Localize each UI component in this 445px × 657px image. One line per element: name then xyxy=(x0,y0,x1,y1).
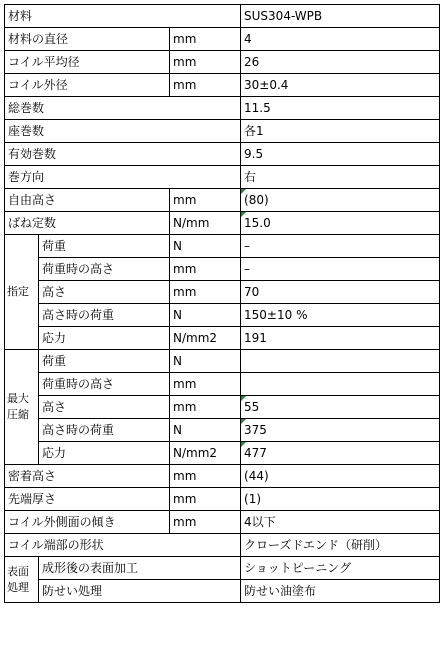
row-unit: mm xyxy=(170,74,241,97)
row-unit: N/mm2 xyxy=(170,327,241,350)
row-unit: mm xyxy=(170,281,241,304)
row-label: 高さ時の荷重 xyxy=(39,419,170,442)
row-label: 材料 xyxy=(5,5,241,28)
row-value: 各1 xyxy=(241,120,440,143)
row-value: 477 xyxy=(241,442,440,465)
group-label-shitei: 指定 xyxy=(5,235,39,350)
row-value: 右 xyxy=(241,166,440,189)
row-label: 高さ xyxy=(39,281,170,304)
row-label: ばね定数 xyxy=(5,212,170,235)
row-value xyxy=(241,350,440,373)
row-unit: mm xyxy=(170,51,241,74)
row-value: – xyxy=(241,258,440,281)
table-row xyxy=(5,304,440,327)
row-value: 11.5 xyxy=(241,97,440,120)
row-label: 防せい処理 xyxy=(39,580,241,603)
row-label: 成形後の表面加工 xyxy=(39,557,241,580)
table-row xyxy=(5,327,440,350)
row-value: 26 xyxy=(241,51,440,74)
row-label: 応力 xyxy=(39,442,170,465)
table-row xyxy=(5,212,440,235)
row-label: 先端厚さ xyxy=(5,488,170,511)
row-unit: N xyxy=(170,350,241,373)
table-row xyxy=(5,235,440,258)
row-label: 密着高さ xyxy=(5,465,170,488)
row-unit: N/mm xyxy=(170,212,241,235)
row-value: 150±10 % xyxy=(241,304,440,327)
row-label: 荷重 xyxy=(39,235,170,258)
table-row xyxy=(5,189,440,212)
row-label: 巻方向 xyxy=(5,166,241,189)
table-row xyxy=(5,419,440,442)
table-row xyxy=(5,557,440,580)
table-row xyxy=(5,5,440,28)
row-label: 荷重時の高さ xyxy=(39,373,170,396)
row-value: 55 xyxy=(241,396,440,419)
group-label-saidai: 最大圧縮 xyxy=(5,350,39,465)
table-row xyxy=(5,580,440,603)
table-row xyxy=(5,120,440,143)
row-unit: mm xyxy=(170,258,241,281)
table-row xyxy=(5,488,440,511)
row-label: 荷重 xyxy=(39,350,170,373)
row-value: 4 xyxy=(241,28,440,51)
row-label: コイル端部の形状 xyxy=(5,534,241,557)
row-label: 自由高さ xyxy=(5,189,170,212)
table-row xyxy=(5,373,440,396)
row-unit: mm xyxy=(170,189,241,212)
row-value: 防せい油塗布 xyxy=(241,580,440,603)
row-label: 座巻数 xyxy=(5,120,241,143)
row-label: 総巻数 xyxy=(5,97,241,120)
row-label: コイル外径 xyxy=(5,74,170,97)
row-value: 4以下 xyxy=(241,511,440,534)
row-label: 材料の直径 xyxy=(5,28,170,51)
table-row xyxy=(5,143,440,166)
row-label: コイル平均径 xyxy=(5,51,170,74)
table-row xyxy=(5,51,440,74)
row-label: コイル外側面の傾き xyxy=(5,511,170,534)
row-unit: N xyxy=(170,419,241,442)
table-row xyxy=(5,74,440,97)
table-row xyxy=(5,258,440,281)
row-value xyxy=(241,373,440,396)
group-label-hyomen: 表面処理 xyxy=(5,557,39,603)
row-value: (80) xyxy=(241,189,440,212)
row-value: 375 xyxy=(241,419,440,442)
row-unit: mm xyxy=(170,511,241,534)
row-value: – xyxy=(241,235,440,258)
spring-spec-table xyxy=(4,4,440,603)
row-value: 70 xyxy=(241,281,440,304)
table-row xyxy=(5,511,440,534)
row-unit: N xyxy=(170,235,241,258)
table-row xyxy=(5,534,440,557)
row-value: (44) xyxy=(241,465,440,488)
row-value: (1) xyxy=(241,488,440,511)
row-unit: mm xyxy=(170,396,241,419)
table-row xyxy=(5,97,440,120)
row-label: 荷重時の高さ xyxy=(39,258,170,281)
row-label: 高さ xyxy=(39,396,170,419)
row-label: 高さ時の荷重 xyxy=(39,304,170,327)
row-value: 15.0 xyxy=(241,212,440,235)
row-unit: mm xyxy=(170,373,241,396)
row-value: 191 xyxy=(241,327,440,350)
row-label: 応力 xyxy=(39,327,170,350)
row-value: SUS304-WPB xyxy=(241,5,440,28)
row-unit: mm xyxy=(170,488,241,511)
row-label: 有効巻数 xyxy=(5,143,241,166)
row-unit: N xyxy=(170,304,241,327)
table-row xyxy=(5,442,440,465)
row-value: クローズドエンド（研削） xyxy=(241,534,440,557)
table-row xyxy=(5,465,440,488)
table-row xyxy=(5,350,440,373)
row-unit: N/mm2 xyxy=(170,442,241,465)
row-value: 9.5 xyxy=(241,143,440,166)
row-unit: mm xyxy=(170,465,241,488)
table-row xyxy=(5,166,440,189)
row-value: ショットピーニング xyxy=(241,557,440,580)
row-value: 30±0.4 xyxy=(241,74,440,97)
table-row xyxy=(5,28,440,51)
table-row xyxy=(5,281,440,304)
row-unit: mm xyxy=(170,28,241,51)
table-row xyxy=(5,396,440,419)
